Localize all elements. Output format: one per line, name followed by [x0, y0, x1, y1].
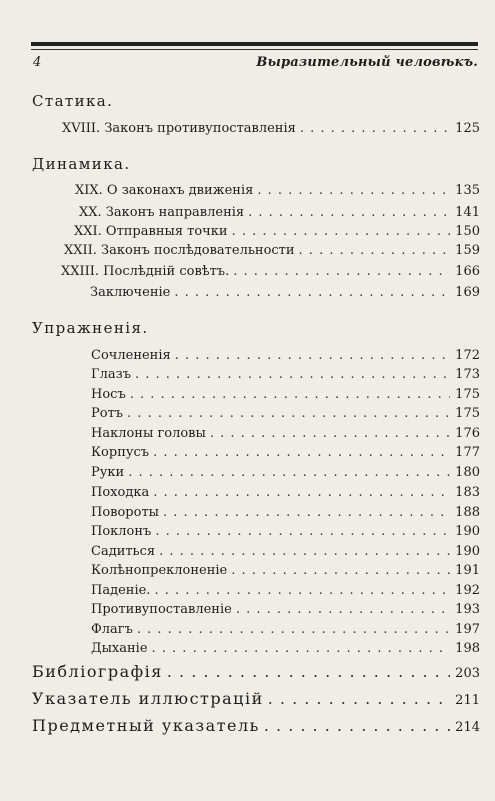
toc-entry-page: 141 [455, 205, 480, 220]
toc-entry-page: 193 [455, 602, 480, 617]
toc-entry [91, 583, 480, 601]
toc-leader-dots [130, 387, 450, 402]
toc-leader-dots [268, 689, 450, 708]
page-number: 4 [33, 55, 42, 70]
toc-entry-subject-index [32, 716, 480, 734]
toc-entry-title: Предметный указатель [32, 716, 260, 735]
toc-leader-dots [127, 406, 450, 421]
toc-entry [61, 264, 480, 282]
toc-entry-page: 176 [455, 426, 480, 441]
toc-entry-page: 150 [455, 224, 480, 239]
toc-entry-title: XXII. Законъ послѣдовательности [64, 243, 295, 258]
section-heading-dinamika: Динамика. [32, 155, 131, 173]
toc-entry-page: 180 [455, 465, 480, 480]
toc-entry-title: XXI. Отправныя точки [74, 224, 228, 239]
toc-leader-dots [236, 602, 450, 617]
toc-entry-title: Наклоны головы [91, 426, 206, 441]
toc-leader-dots [135, 367, 450, 382]
toc-entry-title: Поклонъ [91, 524, 152, 539]
toc-entry-page: 172 [455, 348, 480, 363]
toc-entry [91, 348, 480, 366]
toc-entry-title: Заключеніе [90, 285, 171, 300]
toc-leader-dots [153, 445, 450, 460]
toc-leader-dots [154, 583, 450, 598]
toc-leader-dots [153, 485, 450, 500]
toc-entry-title: Ротъ [91, 406, 124, 421]
toc-entry-title: XVIII. Законъ противупоставленія [62, 121, 296, 136]
toc-leader-dots [264, 716, 450, 735]
header-rule-thick [31, 42, 478, 46]
toc-entry-page: 191 [455, 563, 480, 578]
toc-leader-dots [231, 563, 450, 578]
toc-entry [91, 563, 480, 581]
toc-entry [91, 445, 480, 463]
toc-entry [75, 183, 480, 201]
toc-leader-dots [167, 662, 450, 681]
toc-entry [91, 367, 480, 385]
toc-entry-page: 190 [455, 544, 480, 559]
toc-entry-title: Колѣнопреклоненіе [91, 563, 228, 578]
toc-entry [91, 622, 480, 640]
toc-leader-dots [210, 426, 450, 441]
toc-leader-dots [175, 348, 450, 363]
toc-entry-page: 159 [455, 243, 480, 258]
toc-entry-page: 169 [455, 285, 480, 300]
toc-entry [91, 505, 480, 523]
toc-leader-dots [257, 183, 450, 198]
toc-leader-dots [137, 622, 450, 637]
toc-entry-page: 192 [455, 583, 480, 598]
toc-entry-page: 173 [455, 367, 480, 382]
toc-leader-dots [248, 205, 450, 220]
toc-entry [91, 485, 480, 503]
toc-entry-title: Походка [91, 485, 150, 500]
toc-entry-title: Библіографія [32, 662, 163, 681]
toc-leader-dots [152, 641, 450, 656]
toc-entry-page: 135 [455, 183, 480, 198]
toc-entry-title: Носъ [91, 387, 126, 402]
toc-entry-page: 190 [455, 524, 480, 539]
toc-leader-dots [128, 465, 450, 480]
toc-leader-dots [299, 243, 450, 258]
toc-entry-title: Противупоставленіе [91, 602, 232, 617]
toc-entry-page: 177 [455, 445, 480, 460]
toc-entry [91, 524, 480, 542]
toc-entry-title: Руки [91, 465, 125, 480]
toc-leader-dots [300, 121, 450, 136]
toc-entry-title: Корпусъ [91, 445, 150, 460]
toc-entry-title: Сочлененія [91, 348, 171, 363]
toc-entry-page: 175 [455, 406, 480, 421]
toc-entry-title: Паденіе. [91, 583, 151, 598]
toc-leader-dots [155, 524, 450, 539]
toc-entry [91, 387, 480, 405]
toc-entry-page: 183 [455, 485, 480, 500]
toc-entry-bibliography [32, 662, 480, 680]
toc-entry-title: XX. Законъ направленія [79, 205, 245, 220]
toc-leader-dots [233, 264, 450, 279]
running-header [31, 55, 478, 77]
toc-entry-title: Флагъ [91, 622, 133, 637]
toc-entry [79, 205, 480, 223]
section-heading-uprazhneniya: Упражненія. [32, 319, 149, 337]
toc-entry-page: 125 [455, 121, 480, 136]
toc-entry-title: XXIII. Послѣдній совѣтъ. [61, 264, 230, 279]
toc-leader-dots [232, 224, 450, 239]
toc-entry [91, 426, 480, 444]
toc-entry [91, 602, 480, 620]
toc-entry-title: Дыханіе [91, 641, 148, 656]
toc-entry [91, 544, 480, 562]
toc-entry-page: 198 [455, 641, 480, 656]
running-title: Выразительный человѣкъ. [256, 55, 478, 70]
toc-entry-page: 175 [455, 387, 480, 402]
toc-entry [90, 285, 480, 303]
toc-entry-title: Садиться [91, 544, 156, 559]
toc-entry [91, 641, 480, 659]
toc-entry-page: 203 [455, 666, 480, 681]
toc-entry-title: XIX. О законахъ движенія [75, 183, 254, 198]
toc-entry-title: Указатель иллюстрацій [32, 689, 264, 708]
toc-entry-page: 166 [455, 264, 480, 279]
toc-entry-title: Повороты [91, 505, 159, 520]
toc-entry [62, 121, 480, 139]
toc-entry-page: 188 [455, 505, 480, 520]
toc-entry [91, 465, 480, 483]
toc-entry [64, 243, 480, 261]
toc-leader-dots [174, 285, 450, 300]
section-heading-statika: Статика. [32, 92, 114, 110]
toc-entry-title: Глазъ [91, 367, 131, 382]
toc-entry-page: 197 [455, 622, 480, 637]
toc-entry-page: 211 [455, 693, 480, 708]
toc-entry [74, 224, 480, 242]
toc-leader-dots [163, 505, 450, 520]
toc-entry-page: 214 [455, 720, 480, 735]
toc-entry [91, 406, 480, 424]
header-rule-thin [31, 49, 478, 50]
toc-leader-dots [159, 544, 450, 559]
toc-entry-illustrations-index [32, 689, 480, 707]
